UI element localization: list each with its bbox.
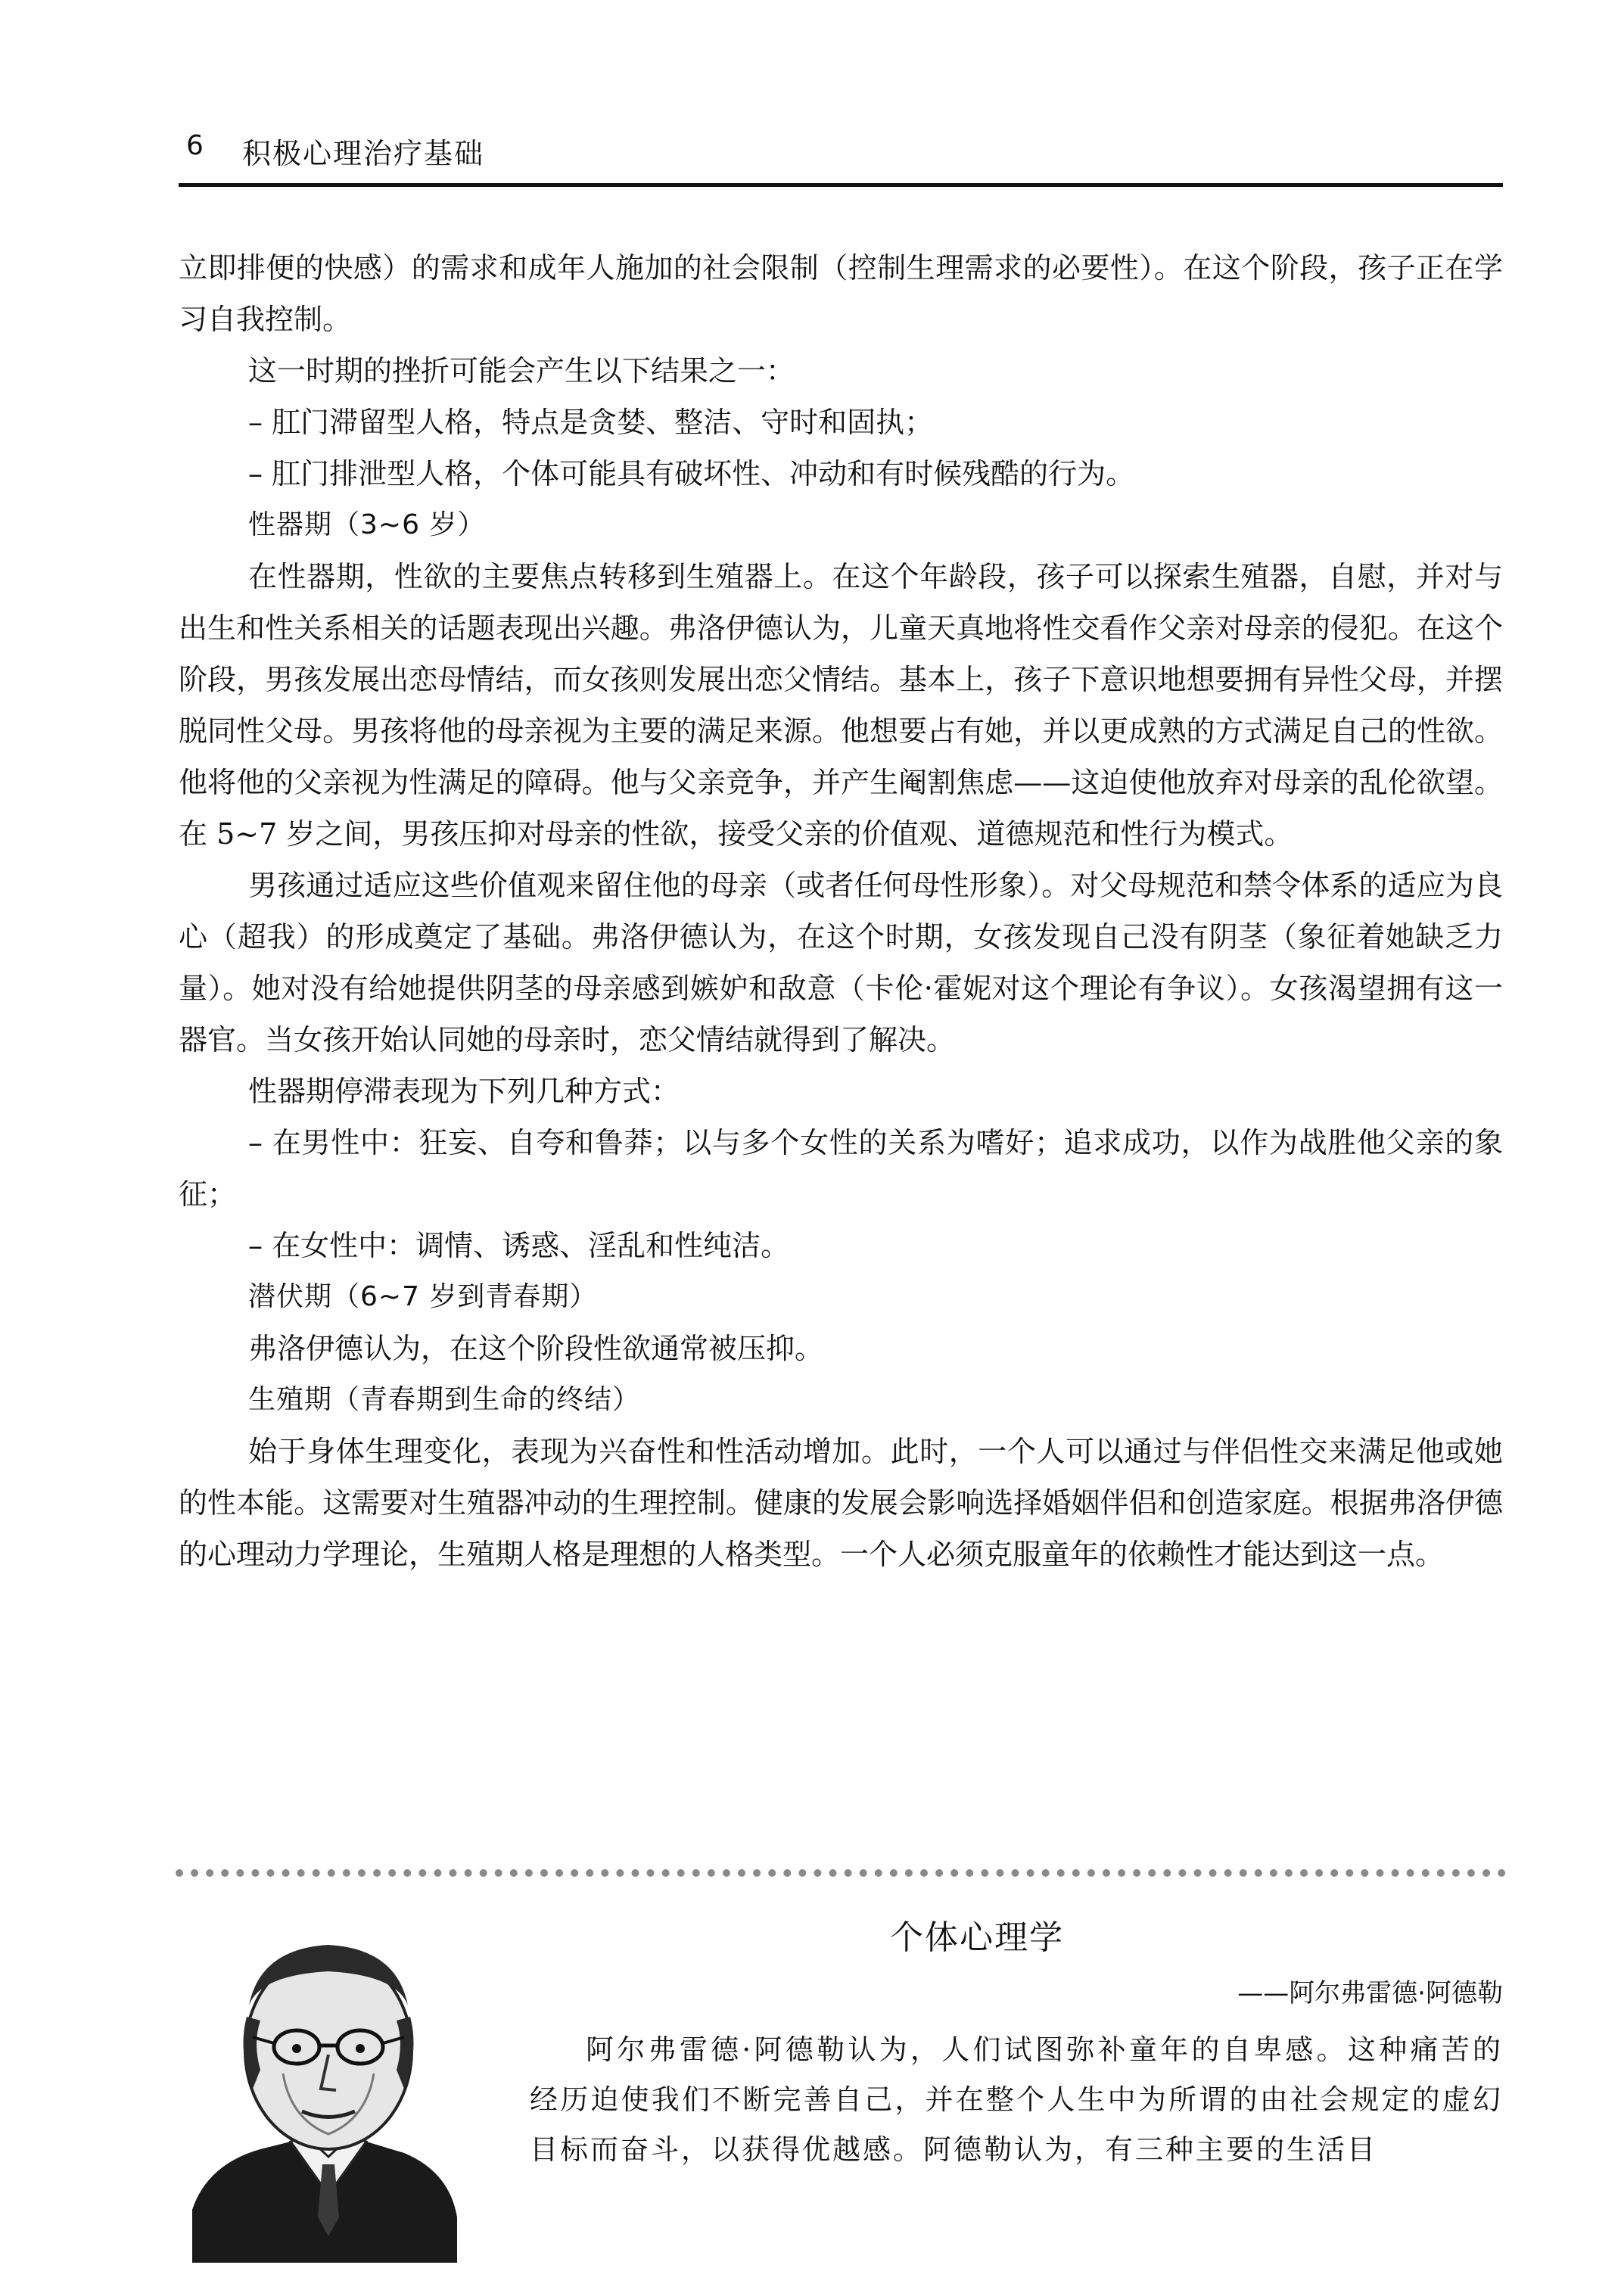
paragraph: 弗洛伊德认为，在这个阶段性欲通常被压抑。 — [248, 1332, 824, 1365]
box-author: ——阿尔弗雷德·阿德勒 — [1237, 1978, 1503, 2008]
page-number: 6 — [186, 130, 204, 161]
list-item: – 肛门滞留型人格，特点是贪婪、整洁、守时和固执； — [248, 406, 934, 439]
box-title: 个体心理学 — [890, 1918, 1064, 1957]
running-header — [179, 121, 1503, 187]
box-divider — [176, 1869, 1506, 1877]
paragraph: 这一时期的挫折可能会产生以下结果之一： — [248, 354, 795, 387]
main-text — [179, 242, 1503, 1580]
section-heading-phallic: 性器期（3~6 岁） — [248, 509, 486, 540]
box-paragraph: 阿尔弗雷德·阿德勒认为，人们试图弥补童年的自卑感。这种痛苦的经历迫使我们不断完善自己，并在整个人生中为所谓的由社会规定的虚幻目标而奋斗，以获得优越感。阿德勒认为，有三种主要的生活目 — [530, 2033, 1503, 2166]
paragraph: 在性器期，性欲的主要焦点转移到生殖器上。在这个年龄段，孩子可以探索生殖器，自慰，并对与出生和性关系相关的话题表现出兴趣。弗洛伊德认为，儿童天真地将性交看作父亲对母亲的侵犯。在这个阶段，男孩发展出恋母情结，而女孩则发展出恋父情结。基本上，孩子下意识地想要拥有异性父母，并摆脱同性父母。男孩将他的母亲视为主要的满足来源。他想要占有她，并以更成熟的方式满足自己的性欲。他将他的父亲视为性满足的障碍。他与父亲竞争，并产生阉割焦虑——这迫使他放弃对母亲的乱伦欲望。在 5~7 岁之间，男孩压抑对母亲的性欲，接受父亲的价值观、道德规范和性行为模式。 — [179, 560, 1503, 851]
box-text — [530, 2025, 1503, 2175]
portrait-illustration — [177, 1892, 457, 2263]
book-title: 积极心理治疗基础 — [242, 137, 485, 170]
paragraph: 始于身体生理变化，表现为兴奋性和性活动增加。此时，一个人可以通过与伴侣性交来满足他或她的性本能。这需要对生殖器冲动的生理控制。健康的发展会影响选择婚姻伴侣和创造家庭。根据弗洛伊德的心理动力学理论，生殖期人格是理想的人格类型。一个人必须克服童年的依赖性才能达到这一点。 — [179, 1435, 1503, 1571]
paragraph: 立即排便的快感）的需求和成年人施加的社会限制（控制生理需求的必要性）。在这个阶段，孩子正在学习自我控制。 — [179, 251, 1503, 336]
list-item: – 肛门排泄型人格，个体可能具有破坏性、冲动和有时候残酷的行为。 — [248, 457, 1135, 490]
paragraph: 男孩通过适应这些价值观来留住他的母亲（或者任何母性形象）。对父母规范和禁令体系的适应为良心（超我）的形成奠定了基础。弗洛伊德认为，在这个时期，女孩发现自己没有阴茎（象征着她缺乏力量）。她对没有给她提供阴茎的母亲感到嫉妒和敌意（卡伦·霍妮对这个理论有争议）。女孩渴望拥有这一器官。当女孩开始认同她的母亲时，恋父情结就得到了解决。 — [179, 869, 1503, 1056]
list-item: – 在女性中：调情、诱惑、淫乱和性纯洁。 — [248, 1229, 790, 1262]
section-heading-latency: 潜伏期（6~7 岁到青春期） — [248, 1281, 598, 1312]
section-heading-genital: 生殖期（青春期到生命的终结） — [248, 1384, 641, 1415]
paragraph: 性器期停滞表现为下列几种方式： — [248, 1075, 680, 1108]
list-item: – 在男性中：狂妄、自夸和鲁莽；以与多个女性的关系为嗜好；追求成功，以作为战胜他父亲的象征； — [179, 1126, 1503, 1211]
